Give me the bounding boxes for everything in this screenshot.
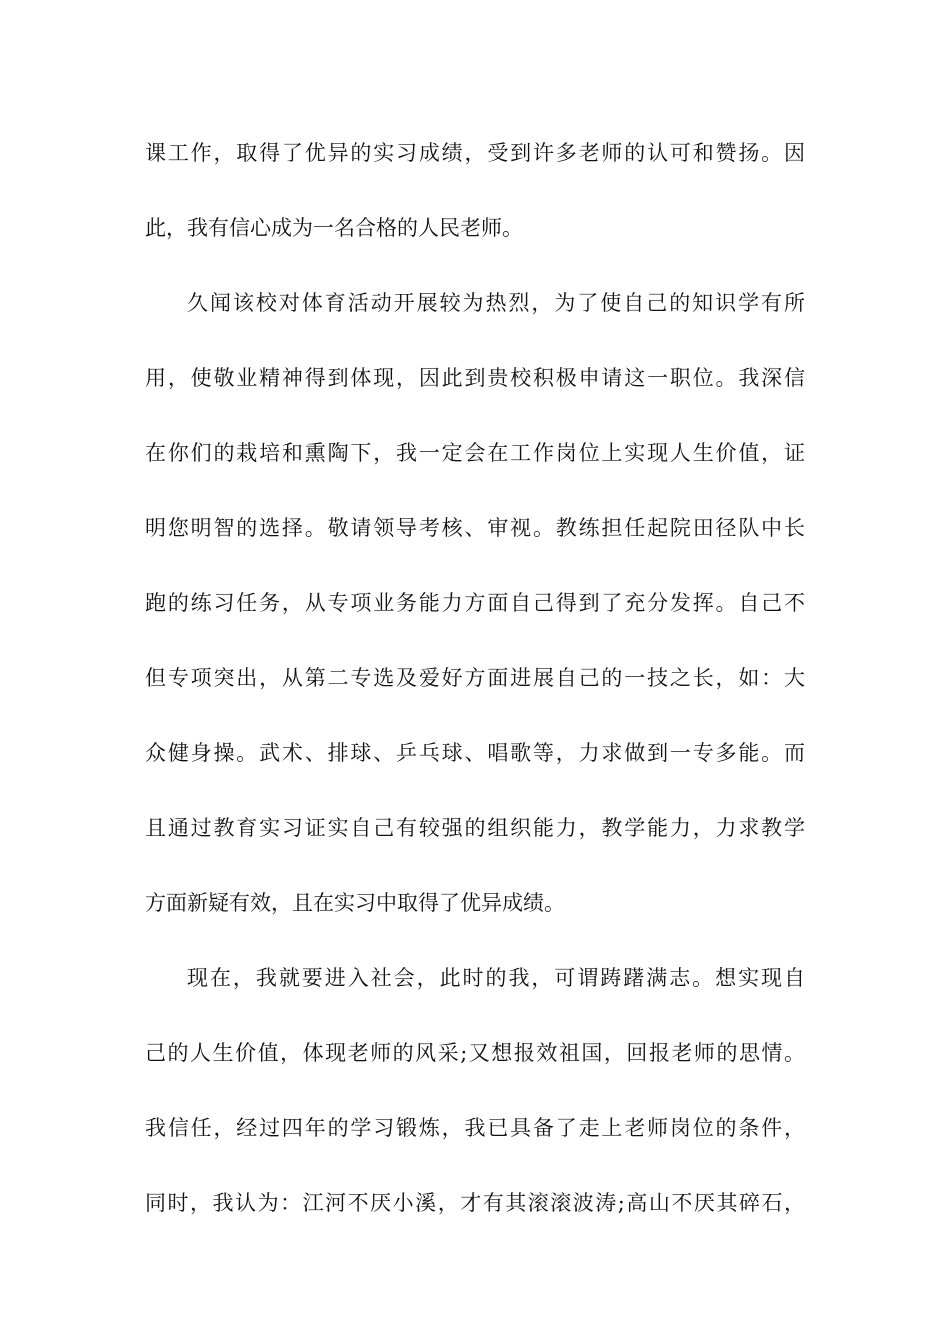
text-line: 方面新疑有效，且在实习中取得了优异成绩。 (145, 891, 565, 915)
text-line: 己的人生价值，体现老师的风采;又想报效祖国，回报老师的思情。 (145, 1041, 805, 1065)
text-line: 我信任，经过四年的学习锻炼，我已具备了走上老师岗位的条件， (145, 1116, 805, 1140)
text-line: 但专项突出，从第二专选及爱好方面进展自己的一技之长，如：大 (145, 666, 805, 690)
text-line: 用，使敬业精神得到体现，因此到贵校积极申请这一职位。我深信 (145, 366, 805, 390)
text-line: 同时，我认为：江河不厌小溪，才有其滚滚波涛;高山不厌其碎石， (145, 1191, 805, 1215)
text-line: 明您明智的选择。敬请领导考核、审视。教练担任起院田径队中长 (145, 516, 805, 540)
text-line: 课工作，取得了优异的实习成绩，受到许多老师的认可和赞扬。因 (145, 141, 805, 165)
text-line: 众健身操。武术、排球、乒乓球、唱歌等，力求做到一专多能。而 (145, 741, 805, 765)
text-line: 跑的练习任务，从专项业务能力方面自己得到了充分发挥。自己不 (145, 591, 805, 615)
text-line: 且通过教育实习证实自己有较强的组织能力，教学能力，力求教学 (145, 816, 805, 840)
text-line: 在你们的栽培和熏陶下，我一定会在工作岗位上实现人生价值，证 (145, 441, 805, 465)
text-line: 现在，我就要进入社会，此时的我，可谓踌躇满志。想实现自 (187, 966, 805, 990)
text-line: 久闻该校对体育活动开展较为热烈，为了使自己的知识学有所 (187, 291, 805, 315)
text-line: 此，我有信心成为一名合格的人民老师。 (145, 216, 523, 240)
